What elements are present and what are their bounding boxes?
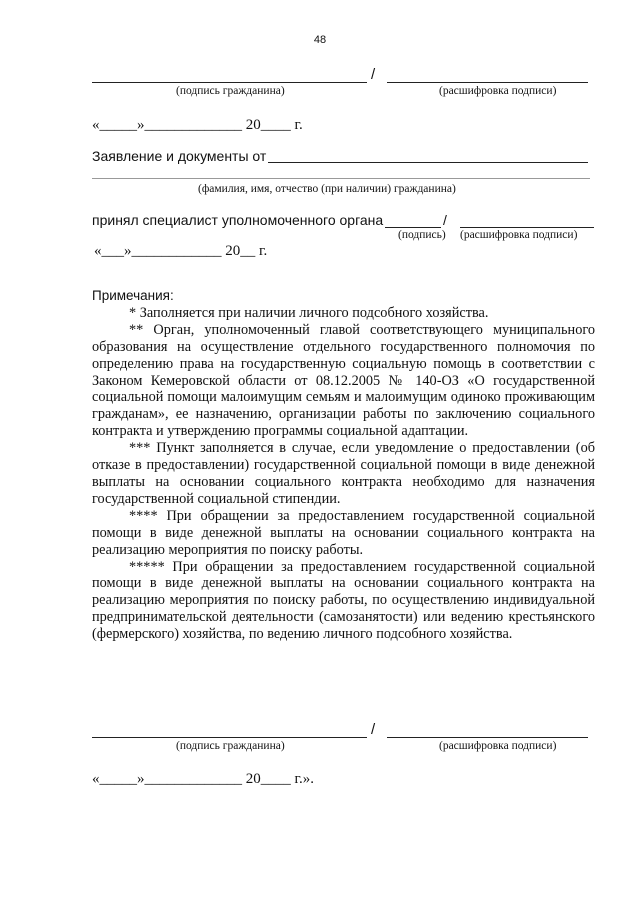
date-line: «_____»_____________ 20____ г.». (92, 771, 314, 787)
slash-separator: / (443, 212, 447, 228)
note-item: * Заполняется при наличии личного подсобного хозяйства. (129, 304, 489, 321)
page-number: 48 (313, 34, 327, 46)
receipt-date-line: «___»____________ 20__ г. (94, 243, 268, 259)
signature-label: (подпись гражданина) (176, 740, 285, 752)
signature-decode-line (387, 737, 588, 738)
date-line: «_____»_____________ 20____ г. (92, 117, 303, 133)
signature-line (92, 737, 367, 738)
accepted-by-label: принял специалист уполномоченного органа (92, 212, 384, 228)
signature-decode-label: (расшифровка подписи) (439, 740, 557, 752)
specialist-decode-label: (расшифровка подписи) (460, 229, 578, 241)
statement-from-label: Заявление и документы от (92, 148, 267, 164)
note-item: *** Пункт заполняется в случае, если уведомление о предоставлении (об отказе в предоставлении) государственной социальной помощи в виде денежной выплаты на основании социального контракта необходимо для назначения государственной социальной стипендии. (92, 440, 595, 507)
fio-label: (фамилия, имя, отчество (при наличии) гражданина) (198, 183, 456, 195)
note-item: **** При обращении за предоставлением государственной социальной помощи в виде денежной выплаты на основании социального контракта на реализацию мероприятия по поиску работы. (92, 507, 595, 558)
note-item: ***** При обращении за предоставлением государственной социальной помощи в виде денежной выплаты на основании социального контракта на реализацию мероприятия по поиску работы, по осуществлению индивидуальной предпринимательской деятельности (самозанятости) или ведению крестьянского (фермерского) хозяйства, по ведению личного подсобного хозяйства. (92, 558, 595, 643)
specialist-decode-line (460, 227, 594, 228)
specialist-signature-line (385, 227, 441, 228)
signature-label: (подпись гражданина) (176, 85, 285, 97)
signature-decode-label: (расшифровка подписи) (439, 85, 557, 97)
notes-heading: Примечания: (92, 288, 174, 303)
slash-separator: / (371, 66, 376, 83)
signature-decode-line (387, 82, 588, 83)
slash-separator: / (371, 721, 376, 738)
applicant-name-line-2 (92, 178, 590, 179)
signature-line (92, 82, 367, 83)
note-item: ** Орган, уполномоченный главой соответствующего муниципального образования на осуществление отдельного государственного полномочия по определению права на государственную социальную помощь в соответствии с Законом Кемеровской области от 08.12.2005 № 140-ОЗ «О государственной социальной помощи малоимущим семьям и малоимущим одиноко проживающим гражданам», ее назначению, организации работы по заключению социального контракта и утверждению программы социальной адаптации. (92, 321, 595, 440)
notes-section (92, 288, 595, 643)
applicant-name-line (268, 162, 588, 163)
specialist-signature-label: (подпись) (398, 229, 446, 241)
